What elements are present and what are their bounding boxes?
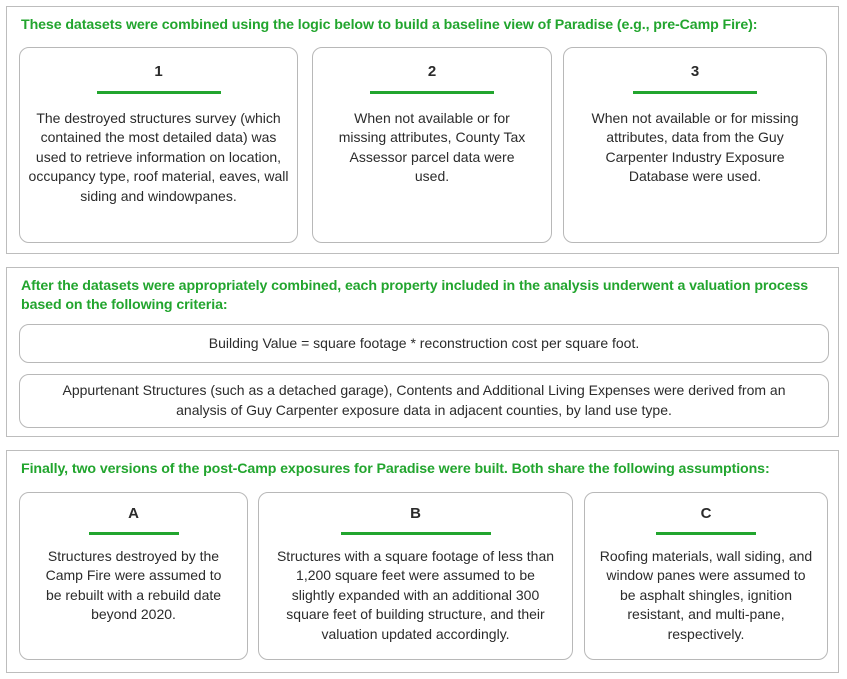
dataset-card-3 [563,47,827,243]
criteria-text: Building Value = square footage * reconstruction cost per square foot. [208,335,640,351]
assumptions-heading: Finally, two versions of the post-Camp exposures for Paradise were built. Both share the following assumptions: [21,461,770,477]
baseline-section [6,6,839,254]
card-text: When not available or for missing attributes, County Tax Assessor parcel data were used. [338,110,526,185]
assumptions-section [6,450,839,673]
card-text: Structures destroyed by the Camp Fire were assumed to be rebuilt with a rebuild date beyond 2020. [45,548,222,623]
card-number: 2 [427,63,437,80]
card-letter: B [410,505,421,522]
assumption-card-b [258,492,573,660]
card-accent-rule [370,91,494,94]
criteria-building-value [19,324,829,363]
card-letter: A [128,505,139,522]
card-text: Structures with a square footage of less than 1,200 square feet were assumed to be slightly expanded with an additional 300 square feet of building structure, and their valuation updated accordingly. [276,548,555,642]
card-accent-rule [341,532,491,535]
card-number: 3 [690,63,700,80]
assumption-card-c [584,492,828,660]
dataset-card-2 [312,47,552,243]
card-accent-rule [89,532,179,535]
valuation-section [6,267,839,437]
card-accent-rule [656,532,756,535]
criteria-text: Appurtenant Structures (such as a detached garage), Contents and Additional Living Expenses were derived from an analysis of Guy Carpenter exposure data in adjacent counties, by land use type. [62,382,786,418]
card-number: 1 [154,63,163,80]
card-text: Roofing materials, wall siding, and window panes were assumed to be asphalt shingles, ignition resistant, and multi-pane, respectively. [599,548,813,642]
card-text: The destroyed structures survey (which contained the most detailed data) was used to retrieve information on location, occupancy type, roof material, eaves, wall siding and windowpanes. [28,110,289,204]
card-accent-rule [633,91,757,94]
criteria-appurtenant [19,374,829,428]
card-text: When not available or for missing attributes, data from the Guy Carpenter Industry Exposure Database were used. [591,110,799,185]
card-letter: C [700,505,712,522]
valuation-heading: After the datasets were appropriately combined, each property included in the analysis underwent a valuation process based on the following criteria: [21,278,809,313]
dataset-card-1 [19,47,298,243]
card-accent-rule [97,91,221,94]
baseline-heading: These datasets were combined using the logic below to build a baseline view of Paradise (e.g., pre-Camp Fire): [21,17,758,33]
assumption-card-a [19,492,248,660]
